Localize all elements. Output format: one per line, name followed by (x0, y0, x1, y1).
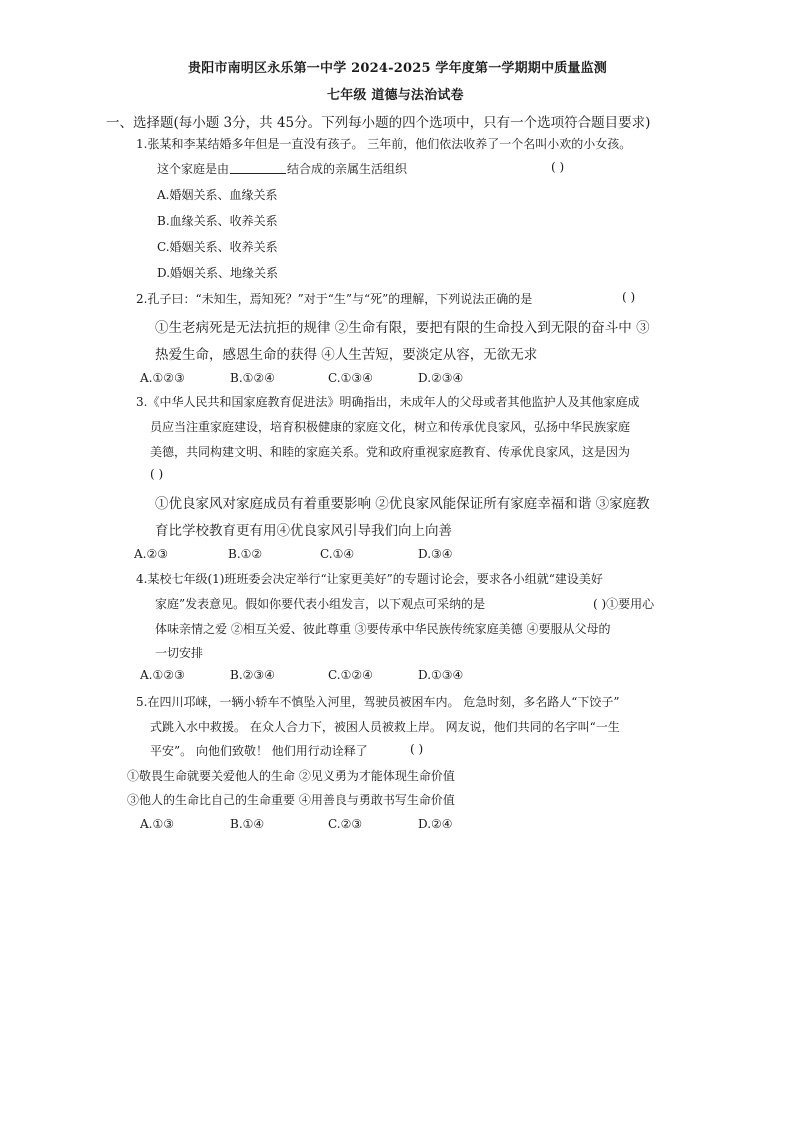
q2-answer-paren: ( ) (622, 290, 636, 304)
q1-answer-paren: ( ) (551, 160, 565, 174)
q2-statements-line-1: ①生老病死是无法抗拒的规律 ②生命有限，要把有限的生命投入到无限的奋斗中 ③ (155, 320, 650, 336)
q3-stem-line-1: 3.《中华人民共和国家庭教育促进法》明确指出，未成年人的父母或者其他监护人及其他家庭成 (136, 395, 640, 409)
q2-option-d: D.②③④ (418, 371, 464, 385)
q4-stem-line-2b: ( )①要用心 (593, 597, 655, 611)
q5-stem-line-3: 平安”。 向他们致敬！ 他们用行动诠释了 (150, 744, 368, 758)
q5-statements-line-2: ③他人的生命比自己的生命重要 ④用善良与勇敢书写生命价值 (127, 793, 455, 807)
q1-option-d: D.婚姻关系、地缘关系 (157, 266, 279, 280)
q4-option-c: C.①②④ (328, 668, 373, 682)
q4-stem-line-1: 4.某校七年级(1)班班委会决定举行“让家更美好”的专题讨论会，要求各小组就“建设美好 (136, 572, 603, 586)
q1-stem-line-2 (157, 160, 407, 177)
q5-option-c: C.②③ (328, 817, 363, 831)
q1-stem-line-1: 1.张某和李某结婚多年但是一直没有孩子。 三年前，他们依法收养了一个名叫小欢的小女孩。 (136, 137, 632, 151)
q3-option-b: B.①② (228, 547, 263, 561)
q5-option-b: B.①④ (230, 817, 265, 831)
q1-stem-text-b: 结合成的亲属生活组织 (287, 162, 408, 176)
exam-title: 贵阳市南明区永乐第一中学 2024-2025 学年度第一学期期中质量监测 (188, 61, 608, 76)
q3-answer-paren: ( ) (150, 467, 164, 481)
q3-stem-line-3: 美德，共同构建文明、和睦的家庭关系。党和政府重视家庭教育、传承优良家风，这是因为 (150, 445, 631, 459)
q4-stem-line-3: 体味亲情之爱 ②相互关爱、彼此尊重 ③要传承中华民族传统家庭美德 ④要服从父母的 (155, 622, 611, 636)
q1-stem-text-a: 这个家庭是由 (157, 162, 230, 176)
q1-option-b: B.血缘关系、收养关系 (157, 214, 278, 228)
q4-option-b: B.②③④ (230, 668, 275, 682)
q5-option-d: D.②④ (418, 817, 453, 831)
q4-stem-line-2a: 家庭”发表意见。假如你要代表小组发言，以下观点可采纳的是 (155, 597, 486, 611)
q1-blank (230, 161, 286, 174)
q3-option-c: C.①④ (320, 547, 355, 561)
q4-stem-line-4: 一切安排 (155, 646, 204, 660)
q2-option-a: A.①②③ (140, 371, 185, 385)
q2-option-b: B.①②④ (230, 371, 275, 385)
q5-stem-line-1: 5.在四川邛崃，一辆小轿车不慎坠入河里，驾驶员被困车内。 危急时刻，多名路人“下饺子” (136, 695, 620, 709)
q3-statements-line-1: ①优良家风对家庭成员有着重要影响 ②优良家风能保证所有家庭幸福和谐 ③家庭教 (155, 496, 650, 512)
q2-option-c: C.①③④ (328, 371, 373, 385)
q2-statements-line-2: 热爱生命，感恩生命的获得 ④人生苦短，要淡定从容，无欲无求 (155, 347, 538, 363)
q3-option-d: D.③④ (418, 547, 453, 561)
exam-subtitle: 七年级 道德与法治试卷 (327, 88, 464, 103)
q3-option-a: A.②③ (134, 547, 168, 561)
q5-option-a: A.①③ (140, 817, 174, 831)
q2-stem-line-1: 2.孔子曰：“未知生，焉知死？”对于“生”与“死”的理解，下列说法正确的是 (136, 292, 533, 306)
q5-statements-line-1: ①敬畏生命就要关爱他人的生命 ②见义勇为才能体现生命价值 (127, 769, 455, 783)
section-heading: 一、选择题(每小题 3分，共 45分。下列每小题的四个选项中，只有一个选项符合题目要求) (106, 115, 651, 131)
q3-statements-line-2: 育比学校教育更有用④优良家风引导我们向上向善 (155, 523, 452, 539)
q4-option-a: A.①②③ (140, 668, 185, 682)
q3-stem-line-2: 员应当注重家庭建设，培育积极健康的家庭文化，树立和传承优良家风，弘扬中华民族家庭 (150, 420, 631, 434)
q5-answer-paren: ( ) (410, 742, 424, 756)
q5-stem-line-2: 式跳入水中救援。 在众人合力下，被困人员被救上岸。 网友说，他们共同的名字叫“一生 (150, 720, 620, 734)
q1-option-c: C.婚姻关系、收养关系 (157, 240, 278, 254)
q4-option-d: D.①③④ (418, 668, 464, 682)
q1-option-a: A.婚姻关系、血缘关系 (157, 188, 278, 202)
